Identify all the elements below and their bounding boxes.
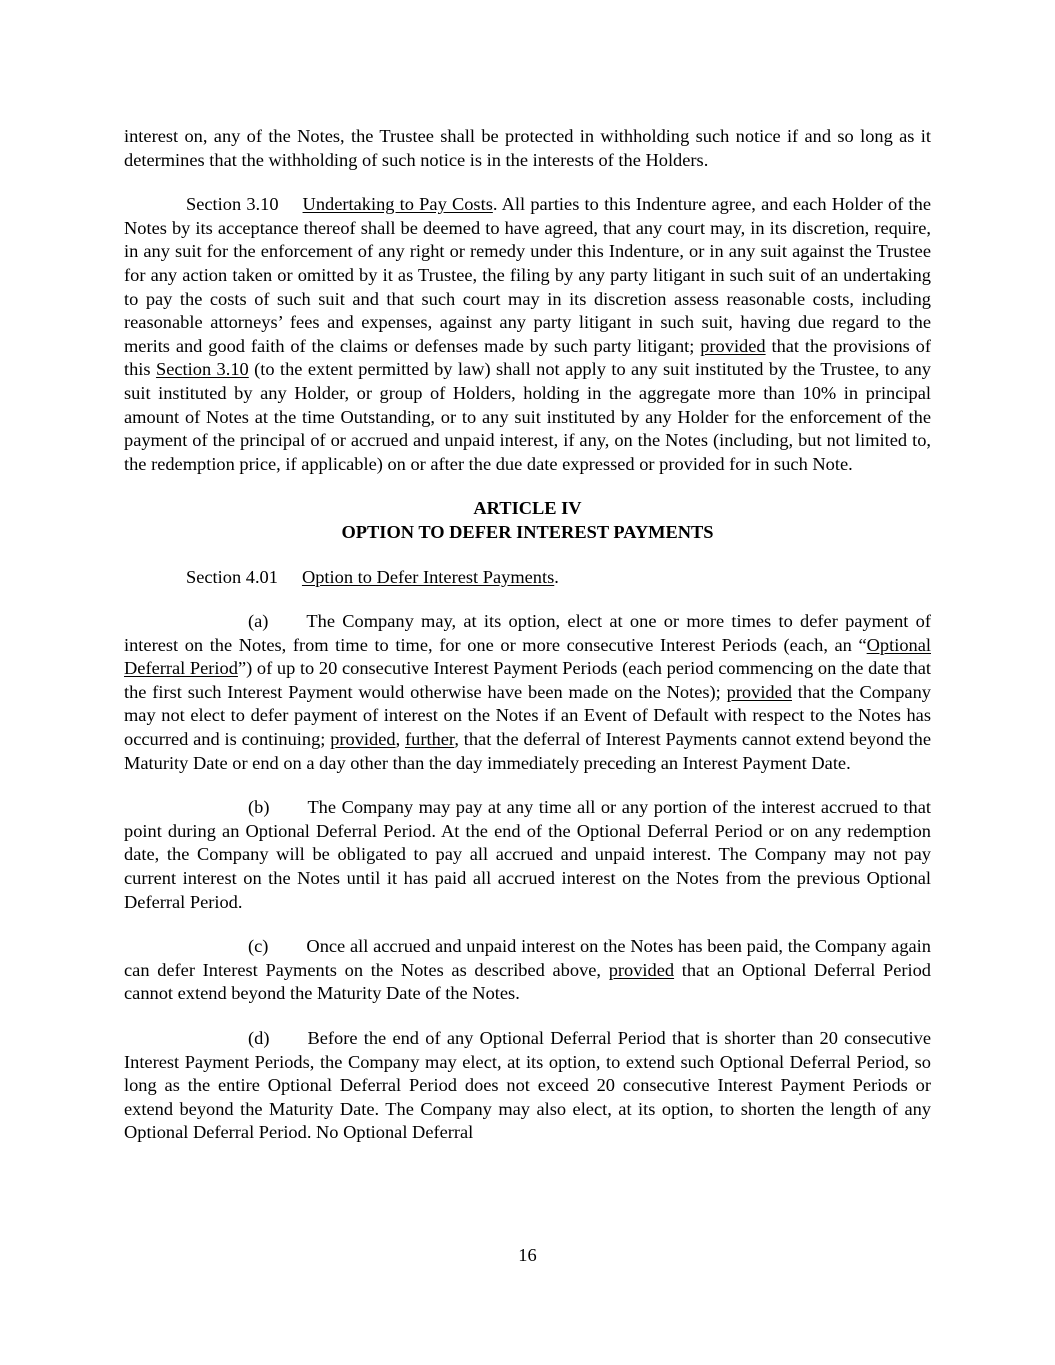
- section-4-01-heading: Section 4.01 Option to Defer Interest Payments.: [186, 566, 559, 587]
- paragraph-d: (d) Before the end of any Optional Deferral Period that is shorter than 20 consecutive Interest Payment Periods, the Company may elect, at its option, to extend such Optional Deferral Period, so long as the entire Optional Deferral Period does not exceed 20 consecutive Interest Payment Periods or extend beyond the Maturity Date. The Company may also elect, at its option, to shorten the length of any Optional Deferral Period. No Optional Deferral: [124, 1028, 931, 1143]
- paragraph-c: (c) Once all accrued and unpaid interest on the Notes has been paid, the Company again can defer Interest Payments on the Notes as described above, provided that an Optional Deferral Period cannot extend beyond the Maturity Date of the Notes.: [124, 936, 931, 1004]
- paragraph-b: (b) The Company may pay at any time all or any portion of the interest accrued to that point during an Optional Deferral Period. At the end of the Optional Deferral Period or on any redemption date, the Company will be obligated to pay all accrued and unpaid interest. The Company may not pay current interest on the Notes until it has paid all accrued interest on the Notes from the previous Optional Deferral Period.: [124, 797, 931, 912]
- paragraph-label: (a): [248, 611, 269, 632]
- paragraph-a: (a) The Company may, at its option, elect at one or more times to defer payment of interest on the Notes, from time to time, for one or more consecutive Interest Periods (each, an “Optional Deferral Period”) of up to 20 consecutive Interest Payment Periods (each period commencing on the date that the first such Interest Payment would otherwise have been made on the Notes); provided that the Company may not elect to defer payment of interest on the Notes if an Event of Default with respect to the Notes has occurred and is continuing; provided, further, that the deferral of Interest Payments cannot extend beyond the Maturity Date or end on a day other than the day immediately preceding an Interest Payment Date.: [124, 611, 931, 773]
- provided-term: provided: [700, 335, 766, 356]
- paragraph-label: (b): [248, 797, 270, 818]
- provided-term: provided: [330, 729, 396, 750]
- paragraph-label: (c): [248, 936, 269, 957]
- paragraph-label: (d): [248, 1028, 270, 1048]
- section-title: Option to Defer Interest Payments: [301, 566, 555, 587]
- section-number: Section 4.01: [186, 566, 278, 587]
- page-number: 16: [518, 1245, 537, 1265]
- further-term: further: [405, 729, 455, 750]
- carryover-paragraph: interest on, any of the Notes, the Trustee shall be protected in withholding such notice if and so long as it determines that the withholding of such notice is in the interests of the Holders.: [124, 126, 931, 170]
- provided-term: provided: [608, 959, 675, 980]
- section-title: Undertaking to Pay Costs: [302, 194, 493, 215]
- article-title: OPTION TO DEFER INTEREST PAYMENTS: [341, 521, 714, 542]
- section-3-10-paragraph: Section 3.10 Undertaking to Pay Costs. All parties to this Indenture agree, and each Holder of the Notes by its acceptance thereof shall be deemed to have agreed, that any court may, in its discretion, require, in any suit for the enforcement of any right or remedy under this Indenture, or in any suit against the Trustee for any action taken or omitted by it as Trustee, the filing by any party litigant in such suit of an undertaking to pay the costs of such suit and that such court may in its discretion assess reasonable costs, including reasonable attorneys’ fees and expenses, against any party litigant in such suit, having due regard to the merits and good faith of the claims or defenses made by such party litigant; provided that the provisions of this Section 3.10 (to the extent permitted by law) shall not apply to any suit instituted by the Trustee, to any suit instituted by any Holder, or group of Holders, holding in the aggregate more than 10% in principal amount of Notes at the time Outstanding, or to any suit instituted by any Holder for the enforcement of the payment of the principal of or accrued and unpaid interest, if any, on the Notes (including, but not limited to, the redemption price, if applicable) on or after the due date expressed or provided for in such Note.: [124, 194, 931, 474]
- section-reference: Section 3.10: [155, 359, 249, 380]
- article-number: ARTICLE IV: [473, 498, 582, 519]
- section-number: Section 3.10: [186, 194, 279, 215]
- defined-term: Optional Deferral Period: [124, 634, 931, 679]
- provided-term: provided: [726, 681, 792, 702]
- page-body: [124, 125, 931, 1166]
- article-heading: [124, 497, 931, 544]
